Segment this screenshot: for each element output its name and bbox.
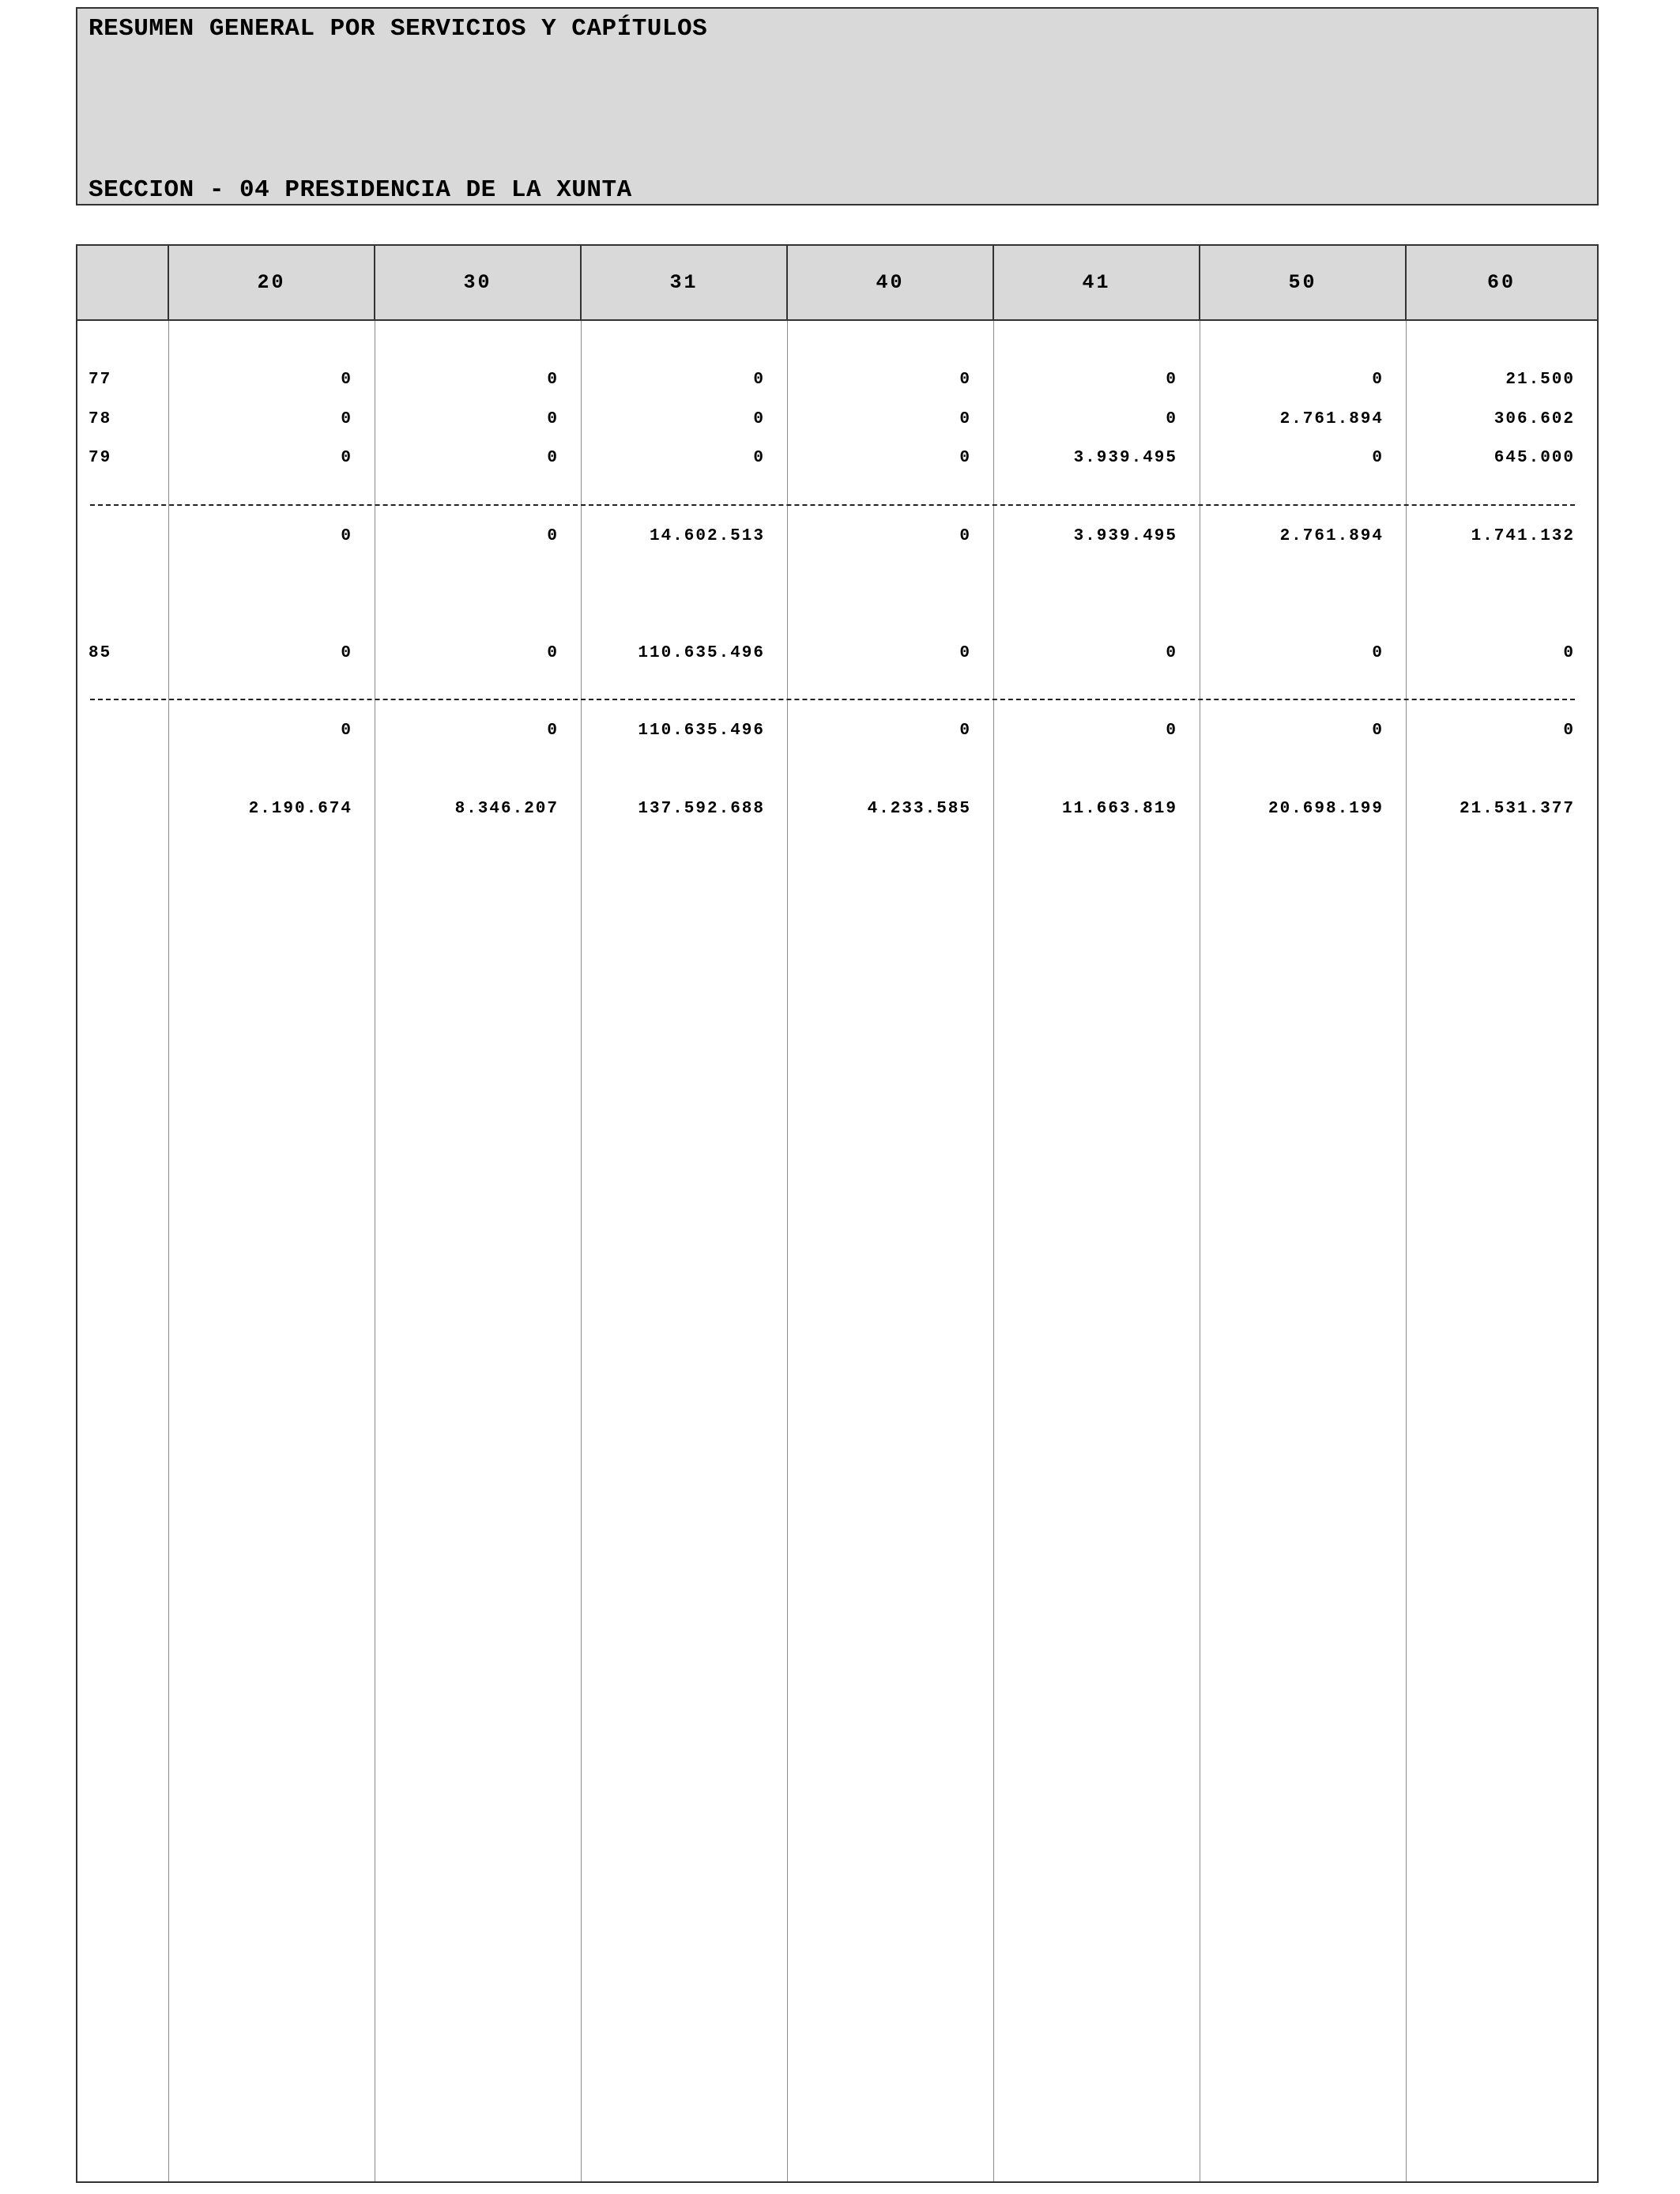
dashed-separator <box>90 504 1575 506</box>
cell-50: 0 <box>1372 449 1384 467</box>
cell-40: 0 <box>959 527 971 545</box>
cell-40: 0 <box>959 371 971 389</box>
cell-50: 20.698.199 <box>1268 800 1384 818</box>
section-title: SECCION - 04 PRESIDENCIA DE LA XUNTA <box>89 176 632 204</box>
column-header-31: 31 <box>669 271 699 294</box>
table-row <box>77 525 1597 548</box>
row-label: 77 <box>89 371 112 389</box>
cell-60: 1.741.132 <box>1471 527 1575 545</box>
cell-31: 0 <box>753 449 765 467</box>
row-label: 78 <box>89 410 112 428</box>
cell-60: 0 <box>1563 644 1575 662</box>
cell-41: 11.663.819 <box>1061 800 1177 818</box>
cell-20: 0 <box>341 644 352 662</box>
cell-30: 8.346.207 <box>454 800 559 818</box>
row-label: 85 <box>89 644 112 662</box>
table-row <box>77 447 1597 470</box>
table-row <box>77 368 1597 392</box>
cell-41: 0 <box>1166 722 1177 740</box>
cell-60: 645.000 <box>1494 449 1575 467</box>
cell-60: 306.602 <box>1494 410 1575 428</box>
column-header-60: 60 <box>1486 271 1516 294</box>
column-header-41: 41 <box>1082 271 1111 294</box>
cell-50: 0 <box>1372 722 1384 740</box>
cell-50: 2.761.894 <box>1279 410 1384 428</box>
cell-41: 3.939.495 <box>1073 449 1177 467</box>
cell-31: 0 <box>753 371 765 389</box>
cell-20: 0 <box>341 371 352 389</box>
cell-31: 14.602.513 <box>649 527 765 545</box>
cell-40: 0 <box>959 644 971 662</box>
cell-40: 0 <box>959 410 971 428</box>
column-header-20: 20 <box>257 271 286 294</box>
table-row <box>77 719 1597 743</box>
cell-41: 0 <box>1166 371 1177 389</box>
column-header-40: 40 <box>876 271 905 294</box>
cell-30: 0 <box>547 371 559 389</box>
cell-50: 0 <box>1372 371 1384 389</box>
cell-20: 0 <box>341 410 352 428</box>
cell-31: 110.635.496 <box>638 644 765 662</box>
cell-40: 4.233.585 <box>867 800 971 818</box>
cell-60: 0 <box>1563 722 1575 740</box>
cell-20: 0 <box>341 449 352 467</box>
cell-60: 21.500 <box>1505 371 1575 389</box>
report-header <box>76 7 1599 205</box>
cell-50: 2.761.894 <box>1279 527 1384 545</box>
table-row <box>77 642 1597 665</box>
summary-table <box>76 244 1599 2183</box>
table-row <box>77 408 1597 432</box>
cell-20: 2.190.674 <box>248 800 352 818</box>
cell-41: 3.939.495 <box>1073 527 1177 545</box>
cell-40: 0 <box>959 449 971 467</box>
cell-30: 0 <box>547 410 559 428</box>
cell-60: 21.531.377 <box>1459 800 1575 818</box>
row-label: 79 <box>89 449 112 467</box>
cell-31: 0 <box>753 410 765 428</box>
column-header-30: 30 <box>463 271 492 294</box>
cell-50: 0 <box>1372 644 1384 662</box>
cell-30: 0 <box>547 527 559 545</box>
cell-20: 0 <box>341 722 352 740</box>
cell-31: 110.635.496 <box>638 722 765 740</box>
cell-30: 0 <box>547 449 559 467</box>
table-row <box>77 797 1597 821</box>
dashed-separator <box>90 699 1575 700</box>
column-header-50: 50 <box>1288 271 1317 294</box>
cell-40: 0 <box>959 722 971 740</box>
report-title: RESUMEN GENERAL POR SERVICIOS Y CAPÍTULOS <box>89 15 708 43</box>
cell-20: 0 <box>341 527 352 545</box>
cell-41: 0 <box>1166 410 1177 428</box>
cell-30: 0 <box>547 722 559 740</box>
cell-41: 0 <box>1166 644 1177 662</box>
cell-30: 0 <box>547 644 559 662</box>
cell-31: 137.592.688 <box>638 800 765 818</box>
